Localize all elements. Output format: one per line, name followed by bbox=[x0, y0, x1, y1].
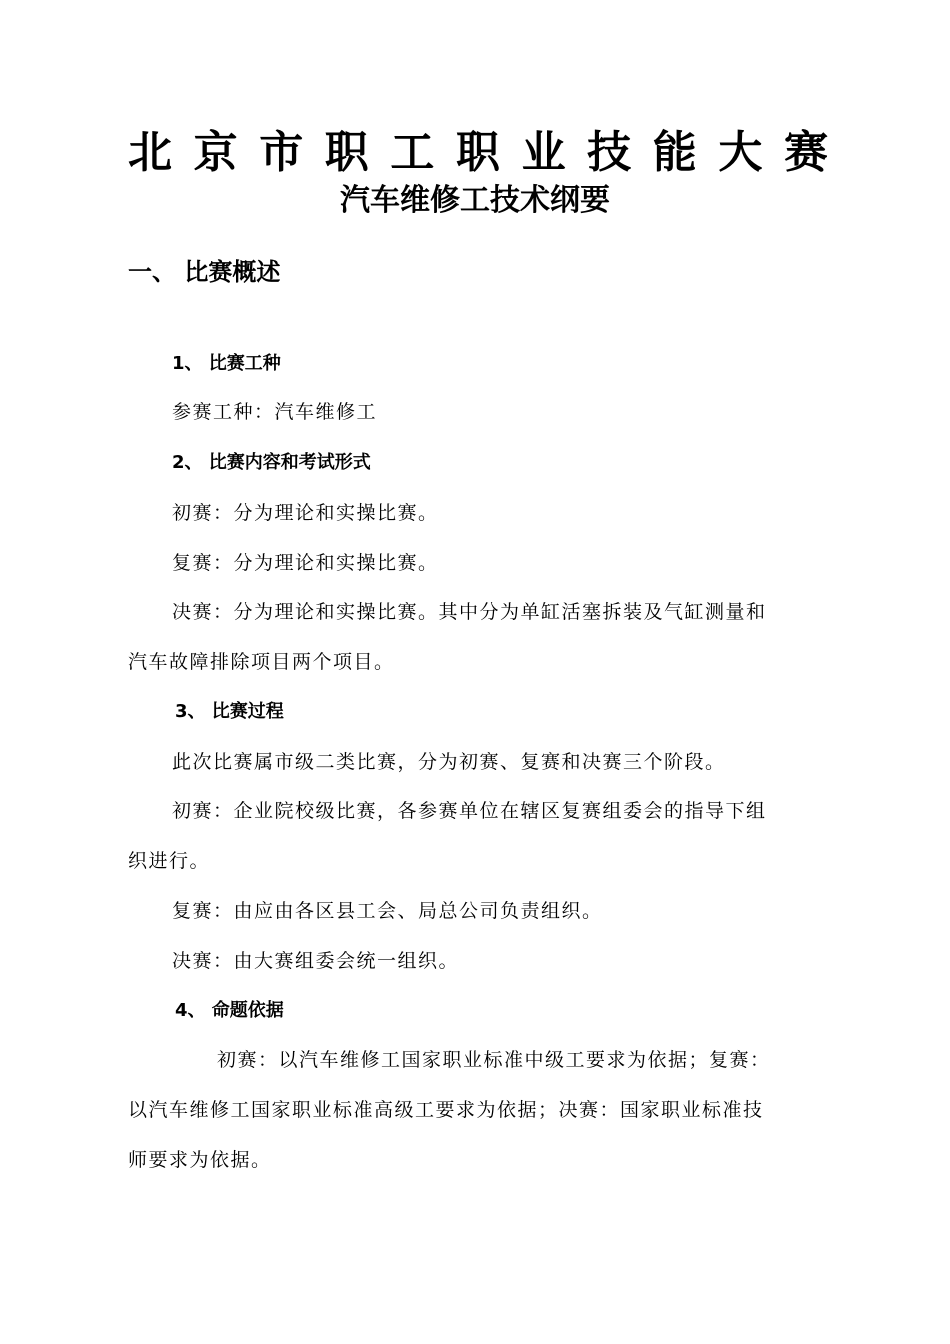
subsection-heading-basis: 4、 命题依据 bbox=[175, 1000, 284, 1021]
title-char: 工 bbox=[390, 127, 435, 178]
title-char: 市 bbox=[259, 127, 304, 178]
subsection-heading-content: 2、 比赛内容和考试形式 bbox=[172, 452, 371, 473]
title-char: 京 bbox=[193, 127, 238, 178]
title-char: 职 bbox=[324, 127, 369, 178]
paragraph: 以汽车维修工国家职业标准高级工要求为依据；决赛：国家职业标准技 bbox=[128, 1099, 764, 1121]
paragraph: 决赛：分为理论和实操比赛。其中分为单缸活塞拆装及气缸测量和 bbox=[172, 601, 767, 623]
title-char: 大 bbox=[718, 127, 763, 178]
paragraph: 参赛工种：汽车维修工 bbox=[172, 401, 378, 423]
paragraph: 决赛：由大赛组委会统一组织。 bbox=[172, 950, 460, 972]
paragraph: 此次比赛属市级二类比赛，分为初赛、复赛和决赛三个阶段。 bbox=[172, 751, 726, 773]
paragraph: 师要求为依据。 bbox=[128, 1149, 272, 1171]
document-subtitle: 汽车维修工技术纲要 bbox=[340, 183, 610, 218]
document-title bbox=[128, 128, 828, 178]
paragraph: 初赛：企业院校级比赛，各参赛单位在辖区复赛组委会的指导下组 bbox=[172, 800, 767, 822]
title-char: 赛 bbox=[783, 127, 828, 178]
subsection-heading-trade: 1、 比赛工种 bbox=[172, 353, 281, 374]
title-char: 能 bbox=[652, 127, 697, 178]
paragraph: 初赛：分为理论和实操比赛。 bbox=[172, 502, 439, 524]
title-char: 业 bbox=[521, 127, 566, 178]
title-char: 职 bbox=[455, 127, 500, 178]
subsection-heading-process: 3、 比赛过程 bbox=[175, 701, 284, 722]
paragraph: 织进行。 bbox=[128, 850, 211, 872]
paragraph: 复赛：分为理论和实操比赛。 bbox=[172, 552, 439, 574]
paragraph: 初赛：以汽车维修工国家职业标准中级工要求为依据；复赛： bbox=[217, 1049, 771, 1071]
paragraph: 汽车故障排除项目两个项目。 bbox=[128, 651, 395, 673]
title-char: 技 bbox=[587, 127, 632, 178]
section-heading-overview: 一、 比赛概述 bbox=[128, 258, 281, 286]
paragraph: 复赛：由应由各区县工会、局总公司负责组织。 bbox=[172, 900, 603, 922]
title-char: 北 bbox=[128, 127, 172, 178]
